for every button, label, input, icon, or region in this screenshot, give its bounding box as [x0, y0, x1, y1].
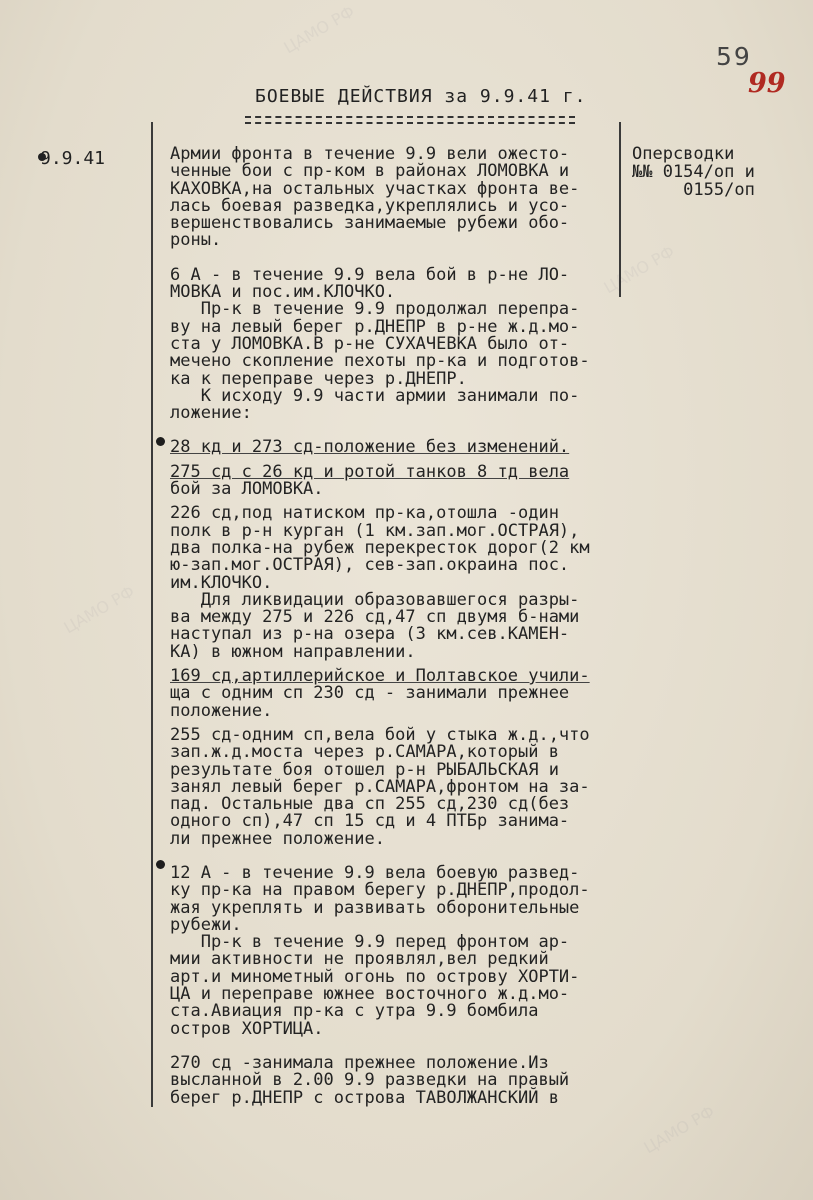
- handwritten-page-number: 99: [748, 68, 786, 99]
- watermark: ЦАМО РФ: [640, 1101, 718, 1158]
- text-line: вершенствовались занимаемые рубежи обо-: [170, 213, 570, 234]
- text-line: 12 А - в течение 9.9 вела боевую развед-: [170, 862, 580, 883]
- text-line: бой за ЛОМОВКА.: [170, 479, 324, 500]
- text-line: К исходу 9.9 части армии занимали по-: [170, 385, 580, 406]
- watermark: ЦАМО РФ: [60, 581, 138, 638]
- text-line: 6 А - в течение 9.9 вела бой в р-не ЛО-: [170, 264, 570, 285]
- text-line: ста у ЛОМОВКА.В р-не СУХАЧЕВКА было от-: [170, 333, 570, 354]
- text-line: рубежи.: [170, 914, 242, 935]
- text-line: жая укреплять и развивать оборонительные: [170, 897, 580, 918]
- side-note: [632, 146, 812, 200]
- text-line: КАХОВКА,на остальных участках фронта ве-: [170, 178, 580, 199]
- text-line: пад. Остальные два сп 255 сд,230 сд(без: [170, 794, 570, 815]
- side-note-line: 0155/оп: [632, 179, 755, 200]
- date-label: 9.9.41: [40, 148, 106, 169]
- text-line: ли прежнее положение.: [170, 828, 385, 849]
- text-line: ю-зап.мог.ОСТРАЯ), сев-зап.окраина пос.: [170, 555, 570, 576]
- text-line: ста.Авиация пр-ка с утра 9.9 бомбила: [170, 1001, 539, 1022]
- text-line: одного сп),47 сп 15 сд и 4 ПТБр занима-: [170, 811, 570, 832]
- text-line: высланной в 2.00 9.9 разведки на правый: [170, 1070, 570, 1091]
- text-line: 270 сд -занимала прежнее положение.Из: [170, 1052, 549, 1073]
- watermark: ЦАМО РФ: [600, 241, 678, 298]
- text-line: МОВКА и пос.им.КЛОЧКО.: [170, 282, 396, 303]
- text-line: положение.: [170, 700, 273, 721]
- punch-hole: [156, 860, 165, 869]
- text-line: ку пр-ка на правом берегу р.ДНЕПР,продол-: [170, 880, 590, 901]
- punch-hole: [156, 437, 165, 446]
- text-line: ка к переправе через р.ДНЕПР.: [170, 368, 467, 389]
- text-line: занял левый берег р.САМАРА,фронтом на за-: [170, 776, 590, 797]
- margin-rule-left: [151, 122, 153, 1107]
- text-line: ченные бои с пр-ком в районах ЛОМОВКА и: [170, 161, 570, 182]
- text-line: мечено скопление пехоты пр-ка и подготов-: [170, 351, 590, 372]
- text-line: ЦА и переправе южнее восточного ж.д.мо-: [170, 984, 570, 1005]
- text-line: зап.ж.д.моста через р.САМАРА,который в: [170, 742, 559, 763]
- text-line: полк в р-н курган (1 км.зап.мог.ОСТРАЯ),: [170, 520, 580, 541]
- text-line: мии активности не проявлял,вел редкий: [170, 949, 549, 970]
- report-body: [170, 146, 630, 1107]
- text-line: результате боя отошел р-н РЫБАЛЬСКАЯ и: [170, 759, 559, 780]
- text-line: остров ХОРТИЦА.: [170, 1018, 324, 1039]
- text-line: роны.: [170, 230, 222, 251]
- text-line: им.КЛОЧКО.: [170, 572, 273, 593]
- text-line: 275 сд с 26 кд и ротой танков 8 тд вела: [170, 461, 570, 482]
- text-line: наступал из р-на озера (3 км.сев.КАМЕН-: [170, 624, 570, 645]
- text-line: арт.и минометный огонь по острову ХОРТИ-: [170, 966, 580, 987]
- text-line: 255 сд-одним сп,вела бой у стыка ж.д.,что: [170, 724, 590, 745]
- text-line: Армии фронта в течение 9.9 вели ожесто-: [170, 144, 570, 164]
- text-line: ща с одним сп 230 сд - занимали прежнее: [170, 683, 570, 704]
- text-line: ложение:: [170, 403, 252, 424]
- text-line: 169 сд,артиллерийское и Полтавское учили-: [170, 666, 590, 687]
- text-line: Пр-к в течение 9.9 продолжал перепра-: [170, 299, 580, 320]
- text-line: ву на левый берег р.ДНЕПР в р-не ж.д.мо-: [170, 316, 580, 337]
- text-line: ва между 275 и 226 сд,47 сп двумя б-нами: [170, 607, 580, 628]
- text-line: КА) в южном направлении.: [170, 641, 416, 662]
- document-title: БОЕВЫЕ ДЕЙСТВИЯ за 9.9.41 г.: [255, 86, 587, 107]
- text-line: 226 сд,под натиском пр-ка,отошла -один: [170, 503, 559, 524]
- text-line: два полка-на рубеж перекресток дорог(2 км: [170, 537, 590, 558]
- archive-page-number: 59: [716, 42, 752, 71]
- side-note-line: №№ 0154/оп и: [632, 161, 755, 182]
- text-line: берег р.ДНЕПР с острова ТАВОЛЖАНСКИЙ в: [170, 1087, 559, 1108]
- text-line: лась боевая разведка,укреплялись и усо-: [170, 195, 570, 216]
- title-underline: [245, 116, 575, 124]
- text-line: 28 кд и 273 сд-положение без изменений.: [170, 437, 570, 458]
- text-line: Для ликвидации образовавшегося разры-: [170, 589, 580, 610]
- side-note-line: Оперсводки: [632, 144, 735, 164]
- text-line: Пр-к в течение 9.9 перед фронтом ар-: [170, 932, 570, 953]
- watermark: ЦАМО РФ: [280, 1, 358, 58]
